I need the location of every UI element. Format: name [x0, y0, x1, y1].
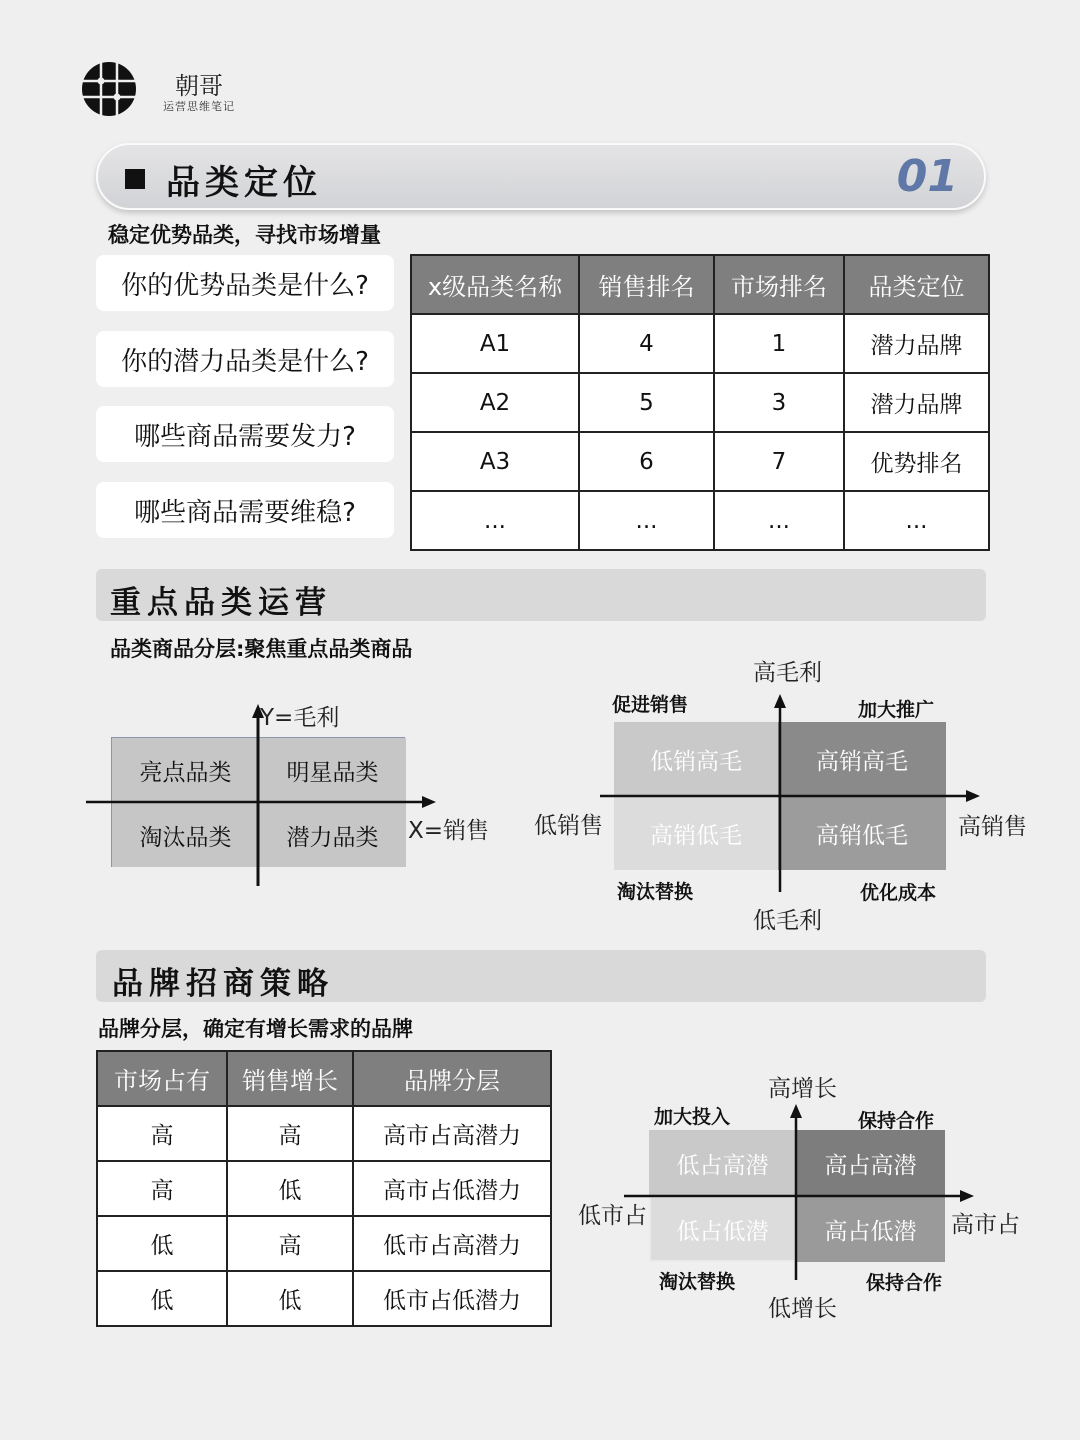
- section-banner-brand-strategy: [96, 950, 986, 1002]
- matrix-cell: 高销低毛: [614, 796, 778, 870]
- question-card: 哪些商品需要维稳?: [96, 482, 394, 538]
- matrix-cell: 低占高潜: [649, 1130, 796, 1196]
- corner-label: 促进销售: [612, 694, 689, 716]
- table-cell: 低: [227, 1271, 353, 1326]
- corner-label: 保持合作: [858, 1110, 935, 1132]
- section-title: 品类定位: [166, 163, 322, 203]
- axis-right-label: 高销售: [958, 814, 1027, 840]
- section-banner-category-positioning: [96, 143, 986, 210]
- table-cell: 4: [579, 314, 714, 373]
- brand-subtitle: 运营思维笔记: [163, 100, 235, 113]
- section-number: 01: [896, 151, 958, 202]
- table-cell: 低: [97, 1271, 227, 1326]
- table-cell: 1: [714, 314, 844, 373]
- table-cell: ...: [714, 491, 844, 550]
- table-cell: 5: [579, 373, 714, 432]
- logo-icon: [82, 62, 136, 116]
- table-row: [97, 1216, 551, 1271]
- table-cell: ...: [844, 491, 989, 550]
- matrix-cell: 低销高毛: [614, 722, 778, 796]
- table-cell: 低: [227, 1161, 353, 1216]
- table-header-cell: x级品类名称: [411, 255, 579, 314]
- axis-top-label: 高增长: [768, 1076, 837, 1102]
- table-cell: 3: [714, 373, 844, 432]
- matrix-cell: 亮点品类: [112, 738, 259, 803]
- table-header-cell: 销售排名: [579, 255, 714, 314]
- table-header-row: [97, 1051, 551, 1106]
- y-axis-label: Y=毛利: [260, 705, 340, 731]
- question-card: 你的潜力品类是什么?: [96, 331, 394, 387]
- brand-name: 朝哥: [175, 72, 223, 100]
- table-header-cell: 品类定位: [844, 255, 989, 314]
- table-cell: A2: [411, 373, 579, 432]
- table-row: [97, 1161, 551, 1216]
- table-header-cell: 市场排名: [714, 255, 844, 314]
- corner-label: 淘汰替换: [617, 881, 694, 903]
- table-cell: 潜力品牌: [844, 373, 989, 432]
- axis-right-label: 高市占: [951, 1212, 1020, 1238]
- axis-left-label: 低市占: [578, 1203, 647, 1229]
- matrix-cell: 高销高毛: [778, 722, 946, 796]
- corner-label: 加大推广: [858, 699, 935, 721]
- table-cell: ...: [579, 491, 714, 550]
- matrix-cell: 潜力品类: [259, 803, 406, 867]
- brand-tier-table: [96, 1050, 552, 1327]
- table-row: [411, 373, 989, 432]
- corner-label: 淘汰替换: [659, 1271, 736, 1293]
- table-cell: 低市占高潜力: [353, 1216, 551, 1271]
- corner-label: 保持合作: [866, 1272, 943, 1294]
- table-cell: 高: [227, 1216, 353, 1271]
- table-row: [97, 1106, 551, 1161]
- table-cell: A1: [411, 314, 579, 373]
- question-card: 哪些商品需要发力?: [96, 406, 394, 462]
- table-cell: 潜力品牌: [844, 314, 989, 373]
- section-subtitle: 品牌分层，确定有增长需求的品牌: [98, 1017, 413, 1041]
- axis-bottom-label: 低毛利: [753, 908, 822, 934]
- table-cell: 低: [97, 1216, 227, 1271]
- question-card: 你的优势品类是什么?: [96, 255, 394, 311]
- table-row: [411, 432, 989, 491]
- table-row: [411, 314, 989, 373]
- section-subtitle: 稳定优势品类，寻找市场增量: [108, 223, 381, 247]
- matrix-cell: 明星品类: [259, 738, 406, 803]
- section-title: 重点品类运营: [110, 585, 332, 621]
- table-header-cell: 品牌分层: [353, 1051, 551, 1106]
- section-banner-key-category: [96, 569, 986, 621]
- matrix-cell: 高销低毛: [778, 796, 946, 870]
- category-positioning-table: [410, 254, 990, 551]
- table-cell: 低市占低潜力: [353, 1271, 551, 1326]
- table-header-cell: 市场占有: [97, 1051, 227, 1106]
- table-row: [97, 1271, 551, 1326]
- table-cell: 高: [97, 1106, 227, 1161]
- table-header-cell: 销售增长: [227, 1051, 353, 1106]
- matrix-cell: 低占低潜: [649, 1196, 796, 1262]
- matrix-cell: 高占低潜: [796, 1196, 945, 1262]
- table-row: [411, 491, 989, 550]
- axis-top-label: 高毛利: [753, 660, 822, 686]
- table-cell: 高市占高潜力: [353, 1106, 551, 1161]
- table-cell: 优势排名: [844, 432, 989, 491]
- table-cell: 高: [227, 1106, 353, 1161]
- table-cell: A3: [411, 432, 579, 491]
- table-cell: ...: [411, 491, 579, 550]
- axis-bottom-label: 低增长: [768, 1296, 837, 1322]
- x-axis-label: X=销售: [408, 818, 490, 844]
- table-cell: 7: [714, 432, 844, 491]
- section-subtitle: 品类商品分层:聚焦重点品类商品: [110, 637, 413, 661]
- table-cell: 高市占低潜力: [353, 1161, 551, 1216]
- square-bullet-icon: [125, 169, 145, 189]
- axis-left-label: 低销售: [534, 813, 603, 839]
- table-cell: 高: [97, 1161, 227, 1216]
- table-header-row: [411, 255, 989, 314]
- table-cell: 6: [579, 432, 714, 491]
- corner-label: 加大投入: [654, 1106, 731, 1128]
- matrix-cell: 高占高潜: [796, 1130, 945, 1196]
- section-title: 品牌招商策略: [112, 966, 334, 1002]
- corner-label: 优化成本: [860, 882, 937, 904]
- matrix-cell: 淘汰品类: [112, 803, 259, 867]
